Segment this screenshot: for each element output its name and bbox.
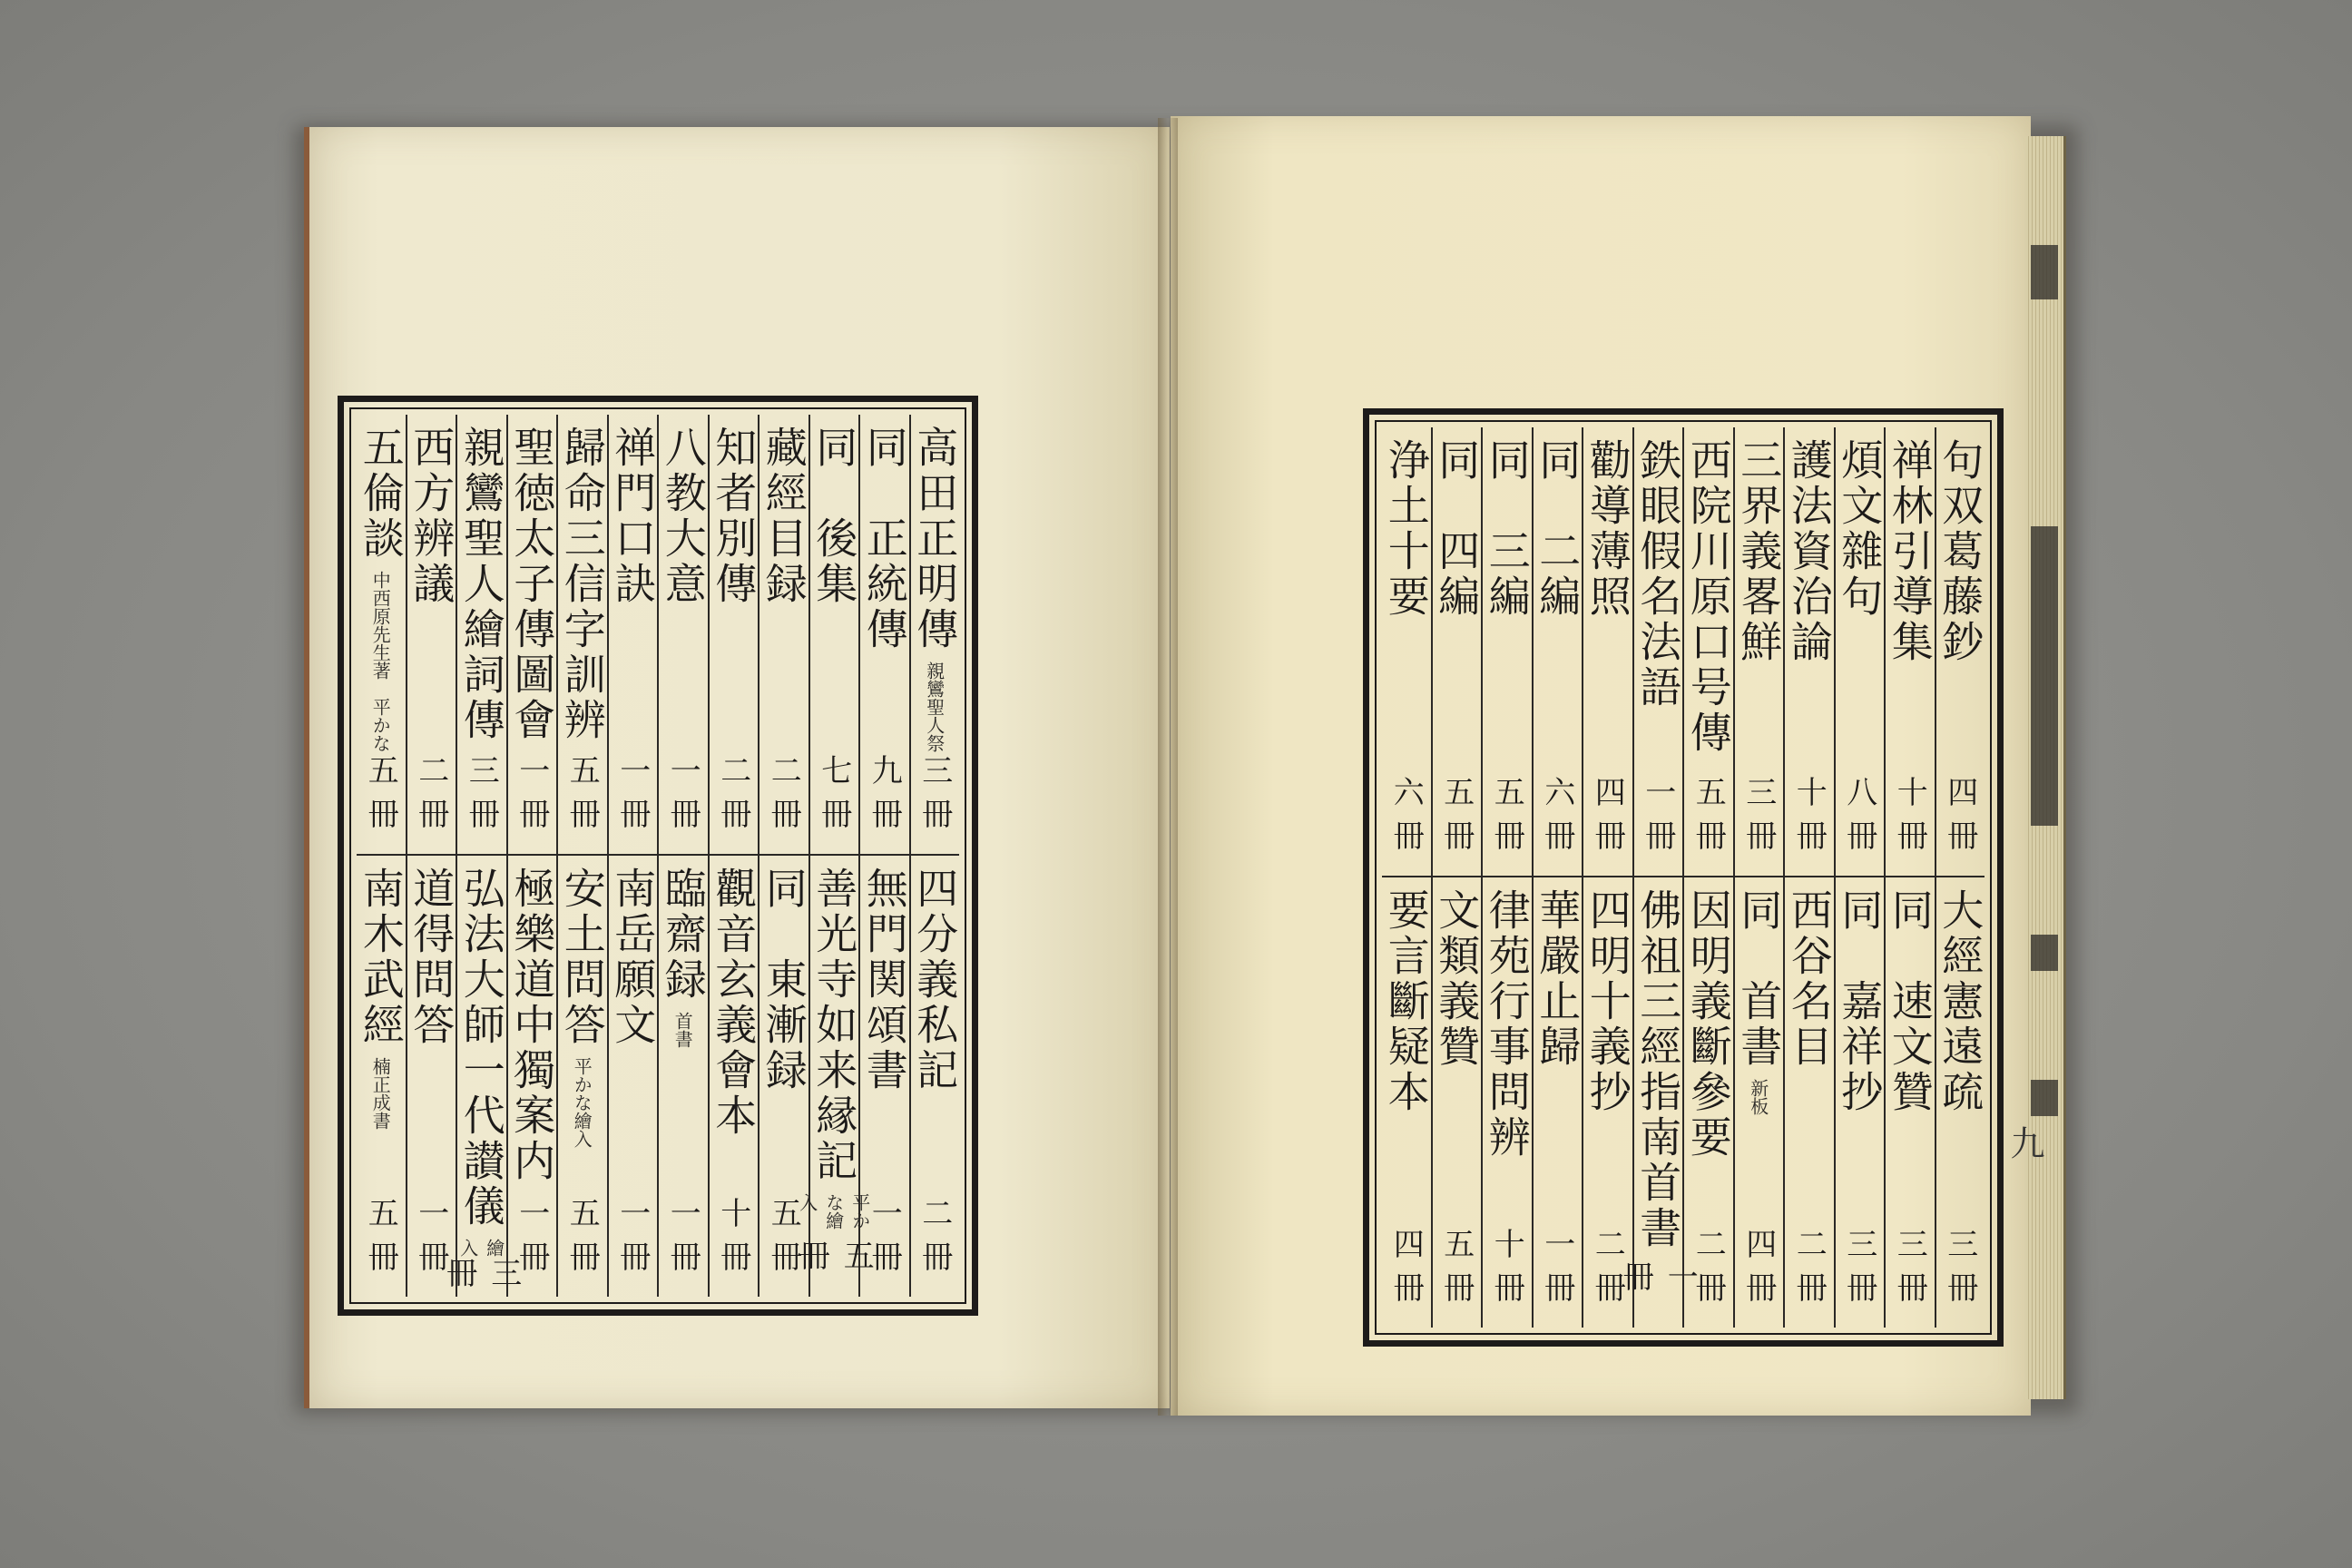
- entry-title: 四明十義抄: [1583, 888, 1632, 1115]
- entry-volume-count: 一冊: [866, 1197, 903, 1284]
- entry-title: 八教大意: [658, 426, 708, 607]
- entry-title: 同 二編: [1533, 438, 1583, 620]
- catalog-entry-bottom: [508, 856, 557, 1297]
- entry-volume-count: 五冊: [1488, 776, 1525, 863]
- entry-title: 禅門口訣: [608, 426, 658, 607]
- right-catalog-columns: [1382, 427, 1984, 1328]
- entry-volume-count: 一冊: [412, 1197, 449, 1284]
- entry-title: 律苑行事問辨: [1482, 888, 1532, 1161]
- entry-volume-count: 五冊: [1437, 776, 1475, 863]
- catalog-entry-top: [1684, 427, 1733, 877]
- entry-volume-count: 五冊: [564, 1197, 601, 1284]
- entry-title: 南岳願文: [608, 867, 658, 1048]
- entry-title: 安土問答: [557, 867, 607, 1048]
- catalog-entry-bottom: [710, 856, 759, 1297]
- catalog-entry-top: [1382, 427, 1431, 877]
- catalog-entry-bottom: [357, 856, 406, 1297]
- catalog-column: [556, 415, 607, 1297]
- entry-volume-count: 十冊: [1488, 1228, 1525, 1315]
- entry-title: 西谷名目: [1784, 888, 1834, 1070]
- catalog-entry-top: [1886, 427, 1935, 877]
- catalog-column: [1617, 427, 1699, 1328]
- entry-title: 無門関頌書: [859, 867, 909, 1093]
- catalog-entry-bottom: [1735, 877, 1784, 1328]
- catalog-entry-bottom: [1534, 877, 1583, 1328]
- left-catalog-columns: [356, 415, 960, 1300]
- entry-title: 浄土十要: [1381, 438, 1431, 620]
- entry-note: 新板: [1747, 1079, 1769, 1115]
- entry-volume-count: 一冊: [513, 1197, 550, 1284]
- entry-title: 同 首書: [1734, 888, 1784, 1070]
- catalog-entry-top: [457, 415, 506, 856]
- entry-title: 五倫談: [356, 426, 406, 562]
- catalog-entry-top: [1936, 427, 1985, 877]
- catalog-column: [1884, 427, 1935, 1328]
- entry-volume-count: 四冊: [1589, 776, 1626, 863]
- entry-note: 首書: [671, 1012, 694, 1048]
- catalog-column: [1783, 427, 1834, 1328]
- catalog-entry-bottom: [1785, 877, 1834, 1328]
- entry-note: 平かな繪入: [571, 1057, 593, 1148]
- entry-title: 三界義畧鮮: [1734, 438, 1784, 665]
- entry-title: 親鸞聖人繪詞傳: [456, 426, 506, 743]
- entry-title: 因明義斷參要: [1683, 888, 1733, 1161]
- catalog-entry-top: [407, 415, 456, 856]
- catalog-column: [506, 415, 557, 1297]
- catalog-column: [357, 415, 406, 1297]
- entry-note: 親鸞聖人祭: [923, 662, 946, 752]
- catalog-entry-bottom: [1886, 877, 1935, 1328]
- entry-volume-count: 五冊: [362, 754, 399, 841]
- catalog-column: [1834, 427, 1885, 1328]
- entry-volume-count: 二冊: [714, 754, 751, 841]
- entry-title: 鉄眼假名法語: [1633, 438, 1683, 710]
- left-catalog-frame: [338, 396, 978, 1316]
- catalog-column: [858, 415, 909, 1297]
- catalog-column: [657, 415, 708, 1297]
- entry-volume-count: 六冊: [1387, 776, 1425, 863]
- book-gutter: [1158, 118, 1178, 1416]
- catalog-column: [1481, 427, 1532, 1328]
- catalog-column: [758, 415, 808, 1297]
- entry-title: 西方辨議: [407, 426, 456, 607]
- entry-title: 禅林引導集: [1885, 438, 1935, 665]
- catalog-column: [1532, 427, 1583, 1328]
- catalog-entry-top: [1836, 427, 1885, 877]
- entry-volume-count: 五冊: [564, 754, 601, 841]
- catalog-entry-bottom: [1936, 877, 1985, 1328]
- entry-title: 同 正統傳: [859, 426, 909, 652]
- entry-volume-count: 四冊: [1740, 1228, 1777, 1315]
- catalog-entry-top: [1634, 427, 1683, 877]
- right-catalog-frame: [1363, 408, 2004, 1347]
- catalog-entry-bottom: [558, 856, 607, 1297]
- entry-title: 句双葛藤鈔: [1936, 438, 1985, 665]
- catalog-entry-bottom: [793, 856, 875, 1297]
- catalog-entry-bottom: [1433, 877, 1482, 1328]
- entry-title: 護法資治論: [1784, 438, 1834, 665]
- entry-volume-count: 二冊: [916, 1197, 953, 1284]
- catalog-entry-top: [1583, 427, 1632, 877]
- entry-title: 同 速文贊: [1885, 888, 1935, 1115]
- catalog-column: [1935, 427, 1985, 1328]
- entry-title: 四分義私記: [910, 867, 960, 1093]
- catalog-column: [406, 415, 456, 1297]
- entry-volume-count: 一冊: [1538, 1228, 1575, 1315]
- catalog-entry-bottom: [1836, 877, 1885, 1328]
- entry-title: 煩文雜句: [1835, 438, 1885, 620]
- entry-title: 同 嘉祥抄: [1835, 888, 1885, 1115]
- catalog-column: [708, 415, 759, 1297]
- entry-volume-count: 二冊: [765, 754, 802, 841]
- entry-title: 華嚴止歸: [1533, 888, 1583, 1070]
- entry-volume-count: 八冊: [1840, 776, 1877, 863]
- catalog-entry-top: [508, 415, 557, 856]
- entry-note: 中西原先生著 平かな: [369, 571, 392, 752]
- catalog-entry-top: [659, 415, 708, 856]
- entry-volume-count: 二冊: [1690, 1228, 1727, 1315]
- entry-volume-count: 三冊: [463, 754, 500, 841]
- entry-note: 繪入: [456, 1239, 505, 1257]
- entry-volume-count: 一冊: [613, 754, 651, 841]
- entry-volume-count: 一冊: [664, 754, 701, 841]
- entry-volume-count: 九冊: [866, 754, 903, 841]
- entry-title: 道得問答: [407, 867, 456, 1048]
- entry-title: 弘法大師一代讃儀: [456, 867, 506, 1230]
- catalog-entry-top: [710, 415, 759, 856]
- catalog-column: [793, 415, 875, 1297]
- catalog-column: [607, 415, 658, 1297]
- entry-note: 楠正成書: [369, 1057, 392, 1130]
- catalog-entry-top: [609, 415, 658, 856]
- entry-title: 要言斷疑本: [1381, 888, 1431, 1115]
- entry-volume-count: 三冊: [1891, 1228, 1928, 1315]
- entry-volume-count: 三冊: [440, 1257, 522, 1300]
- entry-title: 善光寺如来縁記: [809, 867, 859, 1184]
- entry-title: 知者別傳: [709, 426, 759, 607]
- catalog-entry-top: [760, 415, 808, 856]
- entry-volume-count: 一冊: [1617, 1260, 1699, 1304]
- catalog-entry-bottom: [440, 856, 522, 1300]
- entry-title: 文類義贊: [1432, 888, 1482, 1070]
- catalog-entry-top: [1735, 427, 1784, 877]
- catalog-entry-top: [911, 415, 960, 856]
- entry-title: 觀音玄義會本: [709, 867, 759, 1139]
- entry-volume-count: 一冊: [1639, 776, 1676, 863]
- entry-volume-count: 十冊: [714, 1197, 751, 1284]
- catalog-column: [1682, 427, 1733, 1328]
- catalog-entry-bottom: [1382, 877, 1431, 1328]
- entry-title: 南木武經: [356, 867, 406, 1048]
- entry-volume-count: 三冊: [916, 754, 953, 841]
- entry-volume-count: 五冊: [793, 1240, 875, 1284]
- catalog-entry-top: [558, 415, 607, 856]
- entry-title: 勸導薄照: [1583, 438, 1632, 620]
- entry-volume-count: 二冊: [412, 754, 449, 841]
- entry-volume-count: 六冊: [1538, 776, 1575, 863]
- entry-volume-count: 二冊: [1790, 1228, 1828, 1315]
- catalog-entry-top: [860, 415, 909, 856]
- catalog-column: [1733, 427, 1784, 1328]
- catalog-entry-top: [810, 415, 859, 856]
- catalog-column: [440, 415, 522, 1300]
- entry-volume-count: 十冊: [1891, 776, 1928, 863]
- entry-volume-count: 五冊: [1690, 776, 1727, 863]
- entry-title: 同 四編: [1432, 438, 1482, 620]
- entry-title: 極樂道中獨案内: [507, 867, 557, 1184]
- page-folio: 九: [2004, 1125, 2044, 1160]
- entry-volume-count: 一冊: [613, 1197, 651, 1284]
- entry-note: 平かな繪入: [796, 1193, 871, 1230]
- entry-title: 西院川原口号傳: [1683, 438, 1733, 756]
- catalog-entry-top: [1483, 427, 1532, 877]
- catalog-entry-bottom: [1483, 877, 1532, 1328]
- catalog-entry-bottom: [1583, 877, 1632, 1328]
- entry-title: 佛祖三經指南首書: [1633, 888, 1683, 1251]
- entry-volume-count: 一冊: [513, 754, 550, 841]
- catalog-entry-bottom: [407, 856, 456, 1297]
- catalog-entry-bottom: [760, 856, 808, 1297]
- catalog-entry-bottom: [609, 856, 658, 1297]
- catalog-column: [1382, 427, 1431, 1328]
- entry-volume-count: 三冊: [1941, 1228, 1978, 1315]
- entry-volume-count: 十冊: [1790, 776, 1828, 863]
- entry-title: 同 東漸録: [759, 867, 808, 1093]
- entry-volume-count: 三冊: [1840, 1228, 1877, 1315]
- catalog-column: [1582, 427, 1632, 1328]
- entry-volume-count: 四冊: [1387, 1228, 1425, 1315]
- catalog-entry-bottom: [911, 856, 960, 1297]
- entry-volume-count: 五冊: [765, 1197, 802, 1284]
- catalog-column: [909, 415, 960, 1297]
- catalog-entry-bottom: [659, 856, 708, 1297]
- entry-volume-count: 五冊: [1437, 1228, 1475, 1315]
- catalog-entry-top: [1433, 427, 1482, 877]
- catalog-entry-top: [1534, 427, 1583, 877]
- fore-edge: [2025, 136, 2066, 1399]
- catalog-entry-bottom: [1617, 877, 1699, 1328]
- catalog-column: [1431, 427, 1482, 1328]
- entry-volume-count: 二冊: [1589, 1228, 1626, 1315]
- entry-title: 歸命三信字訓辨: [557, 426, 607, 743]
- entry-title: 藏經目録: [759, 426, 808, 607]
- entry-title: 聖徳太子傳圖會: [507, 426, 557, 743]
- catalog-entry-top: [1785, 427, 1834, 877]
- entry-volume-count: 一冊: [664, 1197, 701, 1284]
- entry-title: 同 三編: [1482, 438, 1532, 620]
- entry-volume-count: 三冊: [1740, 776, 1777, 863]
- catalog-entry-top: [357, 415, 406, 856]
- entry-volume-count: 五冊: [362, 1197, 399, 1284]
- entry-volume-count: 七冊: [815, 754, 852, 841]
- entry-title: 高田正明傳: [910, 426, 960, 652]
- entry-volume-count: 四冊: [1941, 776, 1978, 863]
- entry-title: 大經憲遠疏: [1936, 888, 1985, 1115]
- entry-title: 臨齋録: [658, 867, 708, 1003]
- entry-title: 同 後集: [809, 426, 859, 607]
